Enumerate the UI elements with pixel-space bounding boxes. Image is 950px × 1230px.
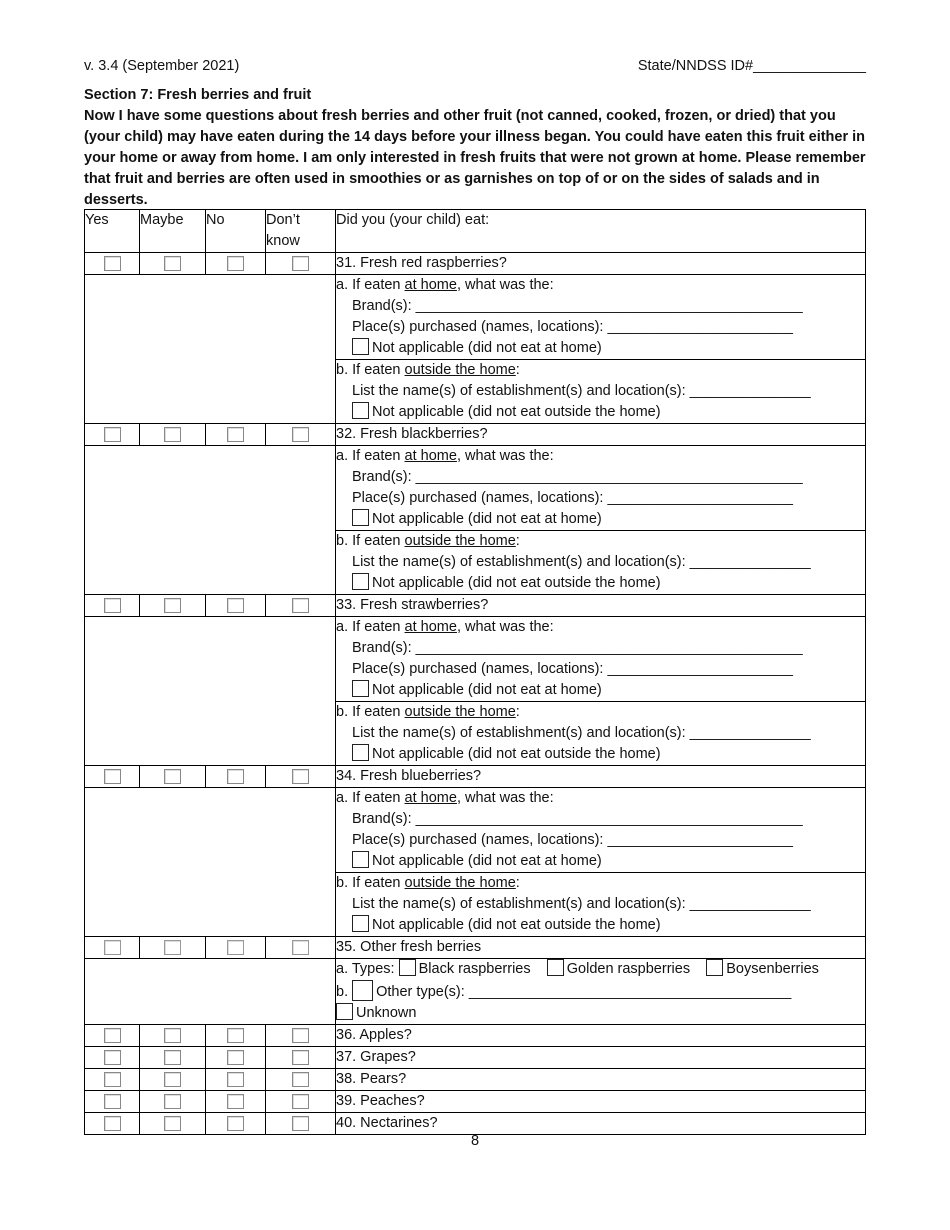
- blank-cell: [85, 617, 336, 766]
- question-row-35: [85, 937, 866, 959]
- section-title: Section 7: Fresh berries and fruit: [84, 87, 312, 103]
- fruit-questionnaire-table: [84, 209, 866, 1135]
- na-outside-checkbox[interactable]: [352, 744, 369, 761]
- maybe-checkbox[interactable]: [164, 256, 181, 271]
- section-intro: [84, 85, 874, 211]
- question-row-33: [85, 595, 866, 617]
- question-text: 35. Other fresh berries: [336, 937, 866, 959]
- outside-subquestion: b. If eaten outside the home: List the name(s) of establishment(s) and location(s): _______________ Not applicable (did not eat outside the home): [336, 873, 866, 937]
- yes-checkbox[interactable]: [104, 598, 121, 613]
- no-checkbox[interactable]: [227, 427, 244, 442]
- yes-checkbox[interactable]: [104, 1028, 121, 1043]
- no-checkbox[interactable]: [227, 1050, 244, 1065]
- unknown-checkbox[interactable]: [336, 1003, 353, 1020]
- maybe-checkbox[interactable]: [164, 427, 181, 442]
- place-purchased-field[interactable]: Place(s) purchased (names, locations): _______________________: [352, 661, 793, 677]
- home-subquestion: a. If eaten at home, what was the: Brand(s): ________________________________________________ Place(s) purchased (names, locations): _______________________ Not applicable (did not eat at home): [336, 446, 866, 531]
- yes-checkbox[interactable]: [104, 1072, 121, 1087]
- home-subquestion: a. If eaten at home, what was the: Brand(s): ________________________________________________ Place(s) purchased (names, locations): _______________________ Not applicable (did not eat at home): [336, 617, 866, 702]
- question-text: 39. Peaches?: [336, 1091, 866, 1113]
- no-checkbox[interactable]: [227, 598, 244, 613]
- header-no: No: [206, 210, 266, 253]
- yes-checkbox[interactable]: [104, 1050, 121, 1065]
- dont-know-checkbox[interactable]: [292, 769, 309, 784]
- brand-field[interactable]: Brand(s): ________________________________________________: [352, 811, 803, 827]
- yes-checkbox[interactable]: [104, 940, 121, 955]
- question-text: 36. Apples?: [336, 1025, 866, 1047]
- maybe-checkbox[interactable]: [164, 598, 181, 613]
- yes-checkbox[interactable]: [104, 256, 121, 271]
- na-outside-checkbox[interactable]: [352, 402, 369, 419]
- question-row-37: [85, 1047, 866, 1069]
- page-header: [84, 58, 866, 78]
- outside-subquestion: b. If eaten outside the home: List the name(s) of establishment(s) and location(s): _______________ Not applicable (did not eat outside the home): [336, 702, 866, 766]
- other-berries-subquestion: a. Types: Black raspberries Golden raspberries Boysenberries b. Other type(s): ________________________________________ Unknown: [336, 959, 866, 1025]
- maybe-checkbox[interactable]: [164, 769, 181, 784]
- question-text: 31. Fresh red raspberries?: [336, 253, 866, 275]
- yes-checkbox[interactable]: [104, 1116, 121, 1131]
- header-maybe: Maybe: [140, 210, 206, 253]
- question-row-31: [85, 253, 866, 275]
- no-checkbox[interactable]: [227, 1116, 244, 1131]
- na-home-checkbox[interactable]: [352, 338, 369, 355]
- no-checkbox[interactable]: [227, 940, 244, 955]
- question-text: 38. Pears?: [336, 1069, 866, 1091]
- outside-subquestion: b. If eaten outside the home: List the name(s) of establishment(s) and location(s): _______________ Not applicable (did not eat outside the home): [336, 360, 866, 424]
- state-id-field[interactable]: State/NNDSS ID#______________: [637, 58, 866, 74]
- dont-know-checkbox[interactable]: [292, 1072, 309, 1087]
- dont-know-checkbox[interactable]: [292, 1094, 309, 1109]
- maybe-checkbox[interactable]: [164, 1050, 181, 1065]
- dont-know-checkbox[interactable]: [292, 1116, 309, 1131]
- question-row-39: [85, 1091, 866, 1113]
- question-text: 32. Fresh blackberries?: [336, 424, 866, 446]
- place-purchased-field[interactable]: Place(s) purchased (names, locations): _______________________: [352, 319, 793, 335]
- na-home-checkbox[interactable]: [352, 851, 369, 868]
- header-dont-know: Don’t know: [266, 210, 336, 253]
- na-outside-checkbox[interactable]: [352, 573, 369, 590]
- home-subquestion: a. If eaten at home, what was the: Brand(s): ________________________________________________ Place(s) purchased (names, locations): _______________________ Not applicable (did not eat at home): [336, 275, 866, 360]
- blank-cell: [85, 275, 336, 424]
- version-label: v. 3.4 (September 2021): [84, 58, 240, 74]
- establishment-field[interactable]: List the name(s) of establishment(s) and location(s): _______________: [352, 383, 811, 399]
- outside-subquestion: b. If eaten outside the home: List the name(s) of establishment(s) and location(s): _______________ Not applicable (did not eat outside the home): [336, 531, 866, 595]
- question-text: 34. Fresh blueberries?: [336, 766, 866, 788]
- header-question: Did you (your child) eat:: [336, 210, 866, 253]
- question-row-38: [85, 1069, 866, 1091]
- other-type-field[interactable]: Other type(s): ________________________________________: [376, 984, 792, 1000]
- dont-know-checkbox[interactable]: [292, 1028, 309, 1043]
- header-yes: Yes: [85, 210, 140, 253]
- na-outside-checkbox[interactable]: [352, 915, 369, 932]
- dont-know-checkbox[interactable]: [292, 940, 309, 955]
- maybe-checkbox[interactable]: [164, 940, 181, 955]
- maybe-checkbox[interactable]: [164, 1116, 181, 1131]
- dont-know-checkbox[interactable]: [292, 256, 309, 271]
- brand-field[interactable]: Brand(s): ________________________________________________: [352, 298, 803, 314]
- establishment-field[interactable]: List the name(s) of establishment(s) and location(s): _______________: [352, 554, 811, 570]
- question-row-32: [85, 424, 866, 446]
- other-type-checkbox[interactable]: [352, 980, 373, 1001]
- question-row-34: [85, 766, 866, 788]
- establishment-field[interactable]: List the name(s) of establishment(s) and location(s): _______________: [352, 896, 811, 912]
- page-number: 8: [470, 1133, 480, 1149]
- section-instructions: Now I have some questions about fresh berries and other fruit (not canned, cooked, frozen, or dried) that you (your child) may have eaten during the 14 days before your illness began. You could have eaten this fruit either in your home or away from home. I am only interested in fresh fruits that were not grown at home. Please remember that fruit and berries are often used in smoothies or as garnishes on top of or on the sides of salads and in desserts.: [84, 108, 866, 208]
- question-text: 40. Nectarines?: [336, 1113, 866, 1135]
- place-purchased-field[interactable]: Place(s) purchased (names, locations): _______________________: [352, 832, 793, 848]
- dont-know-checkbox[interactable]: [292, 427, 309, 442]
- brand-field[interactable]: Brand(s): ________________________________________________: [352, 469, 803, 485]
- no-checkbox[interactable]: [227, 769, 244, 784]
- question-text: 33. Fresh strawberries?: [336, 595, 866, 617]
- black-raspberries-checkbox[interactable]: [399, 959, 416, 976]
- maybe-checkbox[interactable]: [164, 1028, 181, 1043]
- yes-checkbox[interactable]: [104, 769, 121, 784]
- no-checkbox[interactable]: [227, 1094, 244, 1109]
- na-home-checkbox[interactable]: [352, 509, 369, 526]
- blank-cell: [85, 959, 336, 1025]
- question-row-40: [85, 1113, 866, 1135]
- establishment-field[interactable]: List the name(s) of establishment(s) and location(s): _______________: [352, 725, 811, 741]
- brand-field[interactable]: Brand(s): ________________________________________________: [352, 640, 803, 656]
- no-checkbox[interactable]: [227, 1028, 244, 1043]
- maybe-checkbox[interactable]: [164, 1094, 181, 1109]
- yes-checkbox[interactable]: [104, 1094, 121, 1109]
- question-text: 37. Grapes?: [336, 1047, 866, 1069]
- maybe-checkbox[interactable]: [164, 1072, 181, 1087]
- dont-know-checkbox[interactable]: [292, 1050, 309, 1065]
- place-purchased-field[interactable]: Place(s) purchased (names, locations): _______________________: [352, 490, 793, 506]
- dont-know-checkbox[interactable]: [292, 598, 309, 613]
- home-subquestion: a. If eaten at home, what was the: Brand(s): ________________________________________________ Place(s) purchased (names, locations): _______________________ Not applicable (did not eat at home): [336, 788, 866, 873]
- blank-cell: [85, 446, 336, 595]
- no-checkbox[interactable]: [227, 1072, 244, 1087]
- blank-cell: [85, 788, 336, 937]
- question-row-36: [85, 1025, 866, 1047]
- golden-raspberries-checkbox[interactable]: [547, 959, 564, 976]
- na-home-checkbox[interactable]: [352, 680, 369, 697]
- boysenberries-checkbox[interactable]: [706, 959, 723, 976]
- yes-checkbox[interactable]: [104, 427, 121, 442]
- no-checkbox[interactable]: [227, 256, 244, 271]
